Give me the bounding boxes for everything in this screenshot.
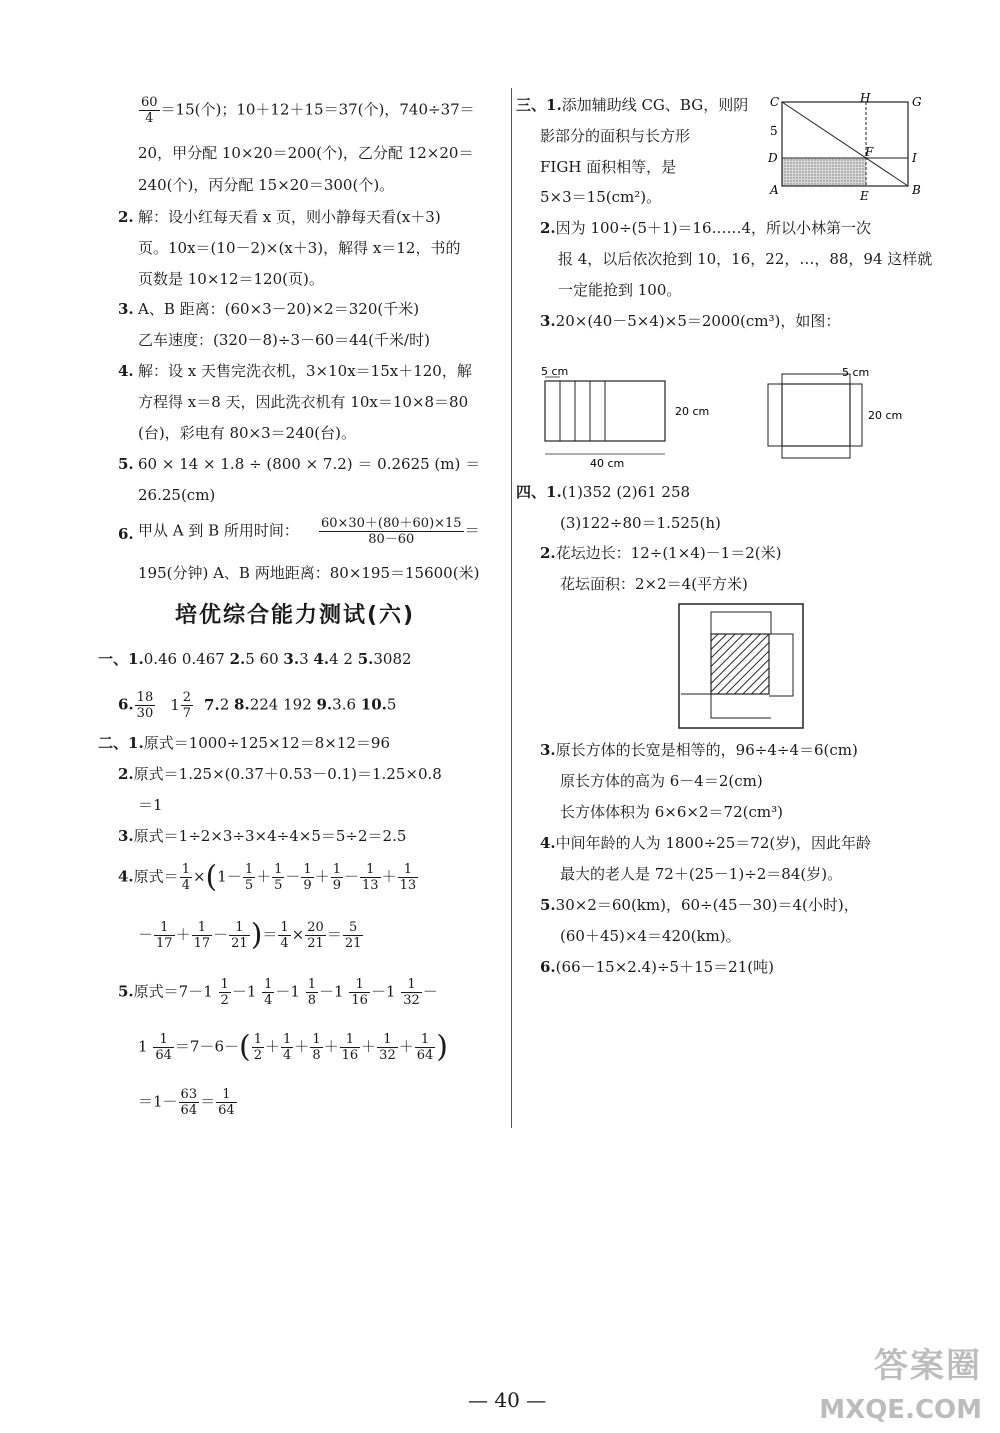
s3-line-2: 影部分的面积与长方形 <box>540 127 691 145</box>
paren: ( <box>239 1029 251 1065</box>
fraction: $\frac{2}{7}$ <box>182 690 192 721</box>
center-square <box>782 384 850 446</box>
figure-box-net-1 <box>535 364 725 474</box>
s3-line-1: 三、1.添加辅助线 CG、BG，则阴 <box>516 96 749 114</box>
fraction: $\frac{1}{13}$ <box>362 862 379 893</box>
s3-line-6: 报 4，以后依次抢到 10，16，22，…，88，94 这样就 <box>558 250 933 268</box>
paren: ( <box>205 859 218 895</box>
q4-line-a: 解：设 x 天售完洗衣机，3×10x＝15x＋120，解 <box>138 362 472 380</box>
label-G: G <box>912 95 922 109</box>
dim-40cm: 40 cm <box>590 457 625 470</box>
s4-line-12: 6.(66－15×2.4)÷5＋15＝21(吨) <box>540 958 774 976</box>
q6-line-a: 甲从 A 到 B 所用时间： $\frac{60\times 30+(80+60)\times 15}{80-60}$ ＝ <box>138 516 480 547</box>
fraction: $\frac{1}{13}$ <box>399 862 417 893</box>
fraction: $\frac{60}{4}$ <box>141 95 158 126</box>
s4-line-11: (60＋45)×4＝420(km)。 <box>560 927 741 945</box>
fraction: $\frac{1}{32}$ <box>379 1032 396 1063</box>
label-I: I <box>912 151 917 165</box>
fraction: $\frac{1}{64}$ <box>416 1032 434 1063</box>
fraction: $\frac{20}{21}$ <box>307 920 324 951</box>
s2-line-5c: ＝1－ $\frac{63}{64}$ ＝ $\frac{1}{64}$ <box>138 1087 235 1118</box>
fraction: $\frac{1}{2}$ <box>253 1032 262 1063</box>
q3-line-a: A、B 距离：(60×3－20)×2＝320(千米) <box>138 300 420 318</box>
path-right <box>769 634 793 696</box>
fraction: $\frac{1}{9}$ <box>303 862 312 893</box>
fraction: $\frac{1}{4}$ <box>264 977 273 1008</box>
q2-line-c: 页数是 10×12＝120(页)。 <box>138 270 324 288</box>
paren: ) <box>436 1029 448 1065</box>
fraction: $\frac{1}{8}$ <box>312 1032 321 1063</box>
fraction: $\frac{1}{16}$ <box>341 1032 359 1063</box>
s4-line-9: 最大的老人是 72＋(25－1)÷2＝84(岁)。 <box>560 865 843 883</box>
label-C: C <box>770 95 780 109</box>
q3-number: 3. <box>118 300 134 318</box>
flap-right <box>850 384 862 446</box>
shaded-region <box>782 158 866 186</box>
hatched-bed <box>711 634 769 694</box>
q5-number: 5. <box>118 455 134 473</box>
fraction: $\frac{18}{30}$ <box>136 690 154 721</box>
dim-20cm: 20 cm <box>675 405 710 418</box>
path-top <box>711 612 771 634</box>
left-line-1: $\frac{60}{4}$ ＝15(个)；10＋12＋15＝37(个)，740÷37＝ <box>141 95 475 126</box>
q6-line-b: 195(分钟) A、B 两地距离：80×195＝15600(米) <box>138 564 480 582</box>
s4-line-10: 5.30×2＝60(km)，60÷(45－30)＝4(小时)， <box>540 896 859 914</box>
fraction: $\frac{1}{5}$ <box>244 862 254 893</box>
figure-flowerbed <box>675 600 807 732</box>
s1-line-2: 6. $\frac{18}{30}$ 1 $\frac{2}{7}$ 7.2 8.224 192 9.3.6 10.5 <box>118 690 397 721</box>
s4-line-1: 四、1.(1)352 (2)61 258 <box>516 483 691 501</box>
q2-number: 2. <box>118 208 134 226</box>
dim-5cm: 5 cm <box>541 365 569 378</box>
watermark-url: MXQE.COM <box>819 1395 982 1425</box>
label-H: H <box>860 91 871 105</box>
section-title: 培优综合能力测试(六) <box>175 603 416 628</box>
flap-bottom <box>782 446 850 458</box>
fraction: $\frac{1}{8}$ <box>307 977 317 1008</box>
s4-line-2: (3)122÷80＝1.525(h) <box>560 514 721 532</box>
s3-line-5: 2.因为 100÷(5＋1)＝16……4，所以小林第一次 <box>540 219 872 237</box>
s2-line-1: 二、1.原式＝1000÷125×12＝8×12＝96 <box>98 734 391 752</box>
q5-line-b: 26.25(cm) <box>138 486 216 504</box>
s2-line-3: 3.原式＝1÷2×3÷3×4÷4×5＝5÷2＝2.5 <box>118 827 407 845</box>
fraction: $\frac{1}{32}$ <box>403 977 420 1008</box>
s2-line-5a: 5.原式＝7－1 $\frac{1}{2}$ －1 $\frac{1}{4}$ －1 $\frac{1}{8}$ －1 $\frac{1}{16}$ －1 $\frac{1}{32}$ － <box>118 977 438 1008</box>
flap-left <box>768 384 782 446</box>
s4-line-8: 4.中间年龄的人为 1800÷25＝72(岁)，因此年龄 <box>540 834 872 852</box>
s2-line-4b: － $\frac{1}{17}$ ＋ $\frac{1}{17}$ － $\frac{1}{21}$ )＝ $\frac{1}{4}$ × $\frac{20}{21}$ ＝ $\frac{5}{21}$ <box>138 917 362 953</box>
label-5: 5 <box>770 124 778 138</box>
fraction: $\frac{1}{64}$ <box>218 1087 235 1118</box>
fraction: $\frac{1}{17}$ <box>193 920 211 951</box>
s2-line-2: 2.原式＝1.25×(0.37＋0.53－0.1)＝1.25×0.8 <box>118 765 442 783</box>
q2-line-a: 解：设小红每天看 x 页，则小静每天看(x＋3) <box>138 208 441 226</box>
fraction: $\frac{1}{21}$ <box>231 920 248 951</box>
paren: ) <box>250 917 263 953</box>
s4-line-6: 原长方体的高为 6－4＝2(cm) <box>560 772 763 790</box>
fraction: $\frac{1}{4}$ <box>283 1032 292 1063</box>
left-line-2: 20，甲分配 10×20＝200(个)，乙分配 12×20＝ <box>138 144 474 162</box>
dim-20cm: 20 cm <box>868 409 903 422</box>
s4-line-3: 2.花坛边长：12÷(1×4)－1＝2(米) <box>540 544 782 562</box>
label-A: A <box>770 183 779 197</box>
s4-line-7: 长方体体积为 6×6×2＝72(cm³) <box>560 803 783 821</box>
fraction: $\frac{1}{17}$ <box>156 920 173 951</box>
label-B: B <box>912 183 921 197</box>
q4-line-c: (台)，彩电有 80×3＝240(台)。 <box>138 424 357 442</box>
fraction: $\frac{1}{16}$ <box>351 977 368 1008</box>
left-line-3: 240(个)，丙分配 15×20＝300(个)。 <box>138 176 395 194</box>
path-bottom <box>711 694 771 718</box>
watermark-logo: 答案圈 <box>874 1346 982 1386</box>
fraction: $\frac{1}{64}$ <box>155 1032 172 1063</box>
figure-rectangle-diagram <box>760 90 930 202</box>
flap-top <box>782 374 850 384</box>
fraction: $\frac{5}{21}$ <box>344 920 362 951</box>
q6-number: 6. <box>118 525 134 543</box>
s3-line-4: 5×3＝15(cm²)。 <box>540 188 662 206</box>
fraction: $\frac{1}{4}$ <box>280 920 289 951</box>
label-D: D <box>768 151 778 165</box>
fraction: $\frac{1}{4}$ <box>181 862 190 893</box>
s3-line-8: 3.20×(40－5×4)×5＝2000(cm³)，如图： <box>540 312 841 330</box>
s4-line-4: 花坛面积：2×2＝4(平方米) <box>560 575 748 593</box>
fraction: $\frac{60\times 30+(80+60)\times 15}{80-60}$ <box>320 516 462 547</box>
s3-line-7: 一定能抢到 100。 <box>558 281 682 299</box>
q4-line-b: 方程得 x＝8 天，因此洗衣机有 10x＝10×8＝80 <box>138 393 469 411</box>
fraction: $\frac{1}{5}$ <box>274 862 283 893</box>
s4-line-5: 3.原长方体的长宽是相等的，96÷4÷4＝6(cm) <box>540 741 858 759</box>
s2-line-2b: ＝1 <box>138 796 163 814</box>
figure-box-net-2 <box>760 364 920 469</box>
q4-number: 4. <box>118 362 134 380</box>
s2-line-4a: 4.原式＝ $\frac{1}{4}$ ×(1－ $\frac{1}{5}$ ＋ $\frac{1}{5}$ － $\frac{1}{9}$ ＋ $\frac{1}{9}$ － $\frac{1}{13}$ ＋ $\frac{1}{13}$ <box>118 859 417 895</box>
s1-line-1: 一、1.0.46 0.467 2.5 60 3.3 4.4 2 5.3082 <box>98 650 412 668</box>
q3-line-b: 乙车速度：(320－8)÷3－60＝44(千米/时) <box>138 331 430 349</box>
q2-line-b: 页。10x＝(10－2)×(x＋3)，解得 x＝12，书的 <box>138 239 461 257</box>
fraction: $\frac{1}{9}$ <box>332 862 341 893</box>
label-E: E <box>860 189 869 202</box>
dim-5cm: 5 cm <box>842 366 870 379</box>
s3-line-3: FIGH 面积相等，是 <box>540 158 677 176</box>
s2-line-5b: 1 $\frac{1}{64}$ ＝7－6－( $\frac{1}{2}$ ＋ $\frac{1}{4}$ ＋ $\frac{1}{8}$ ＋ $\frac{1}{16}$ ＋ $\frac{1}{32}$ ＋ $\frac{1}{64}$ ) <box>138 1029 448 1065</box>
column-divider <box>511 88 512 1128</box>
fraction: $\frac{1}{2}$ <box>220 977 229 1008</box>
q5-line-a: 60 × 14 × 1.8 ÷ (800 × 7.2) ＝ 0.2625 (m) ＝ <box>138 455 481 473</box>
fraction: $\frac{63}{64}$ <box>180 1087 198 1118</box>
page-number: — 40 — <box>468 1388 547 1412</box>
label-F: F <box>865 145 874 159</box>
